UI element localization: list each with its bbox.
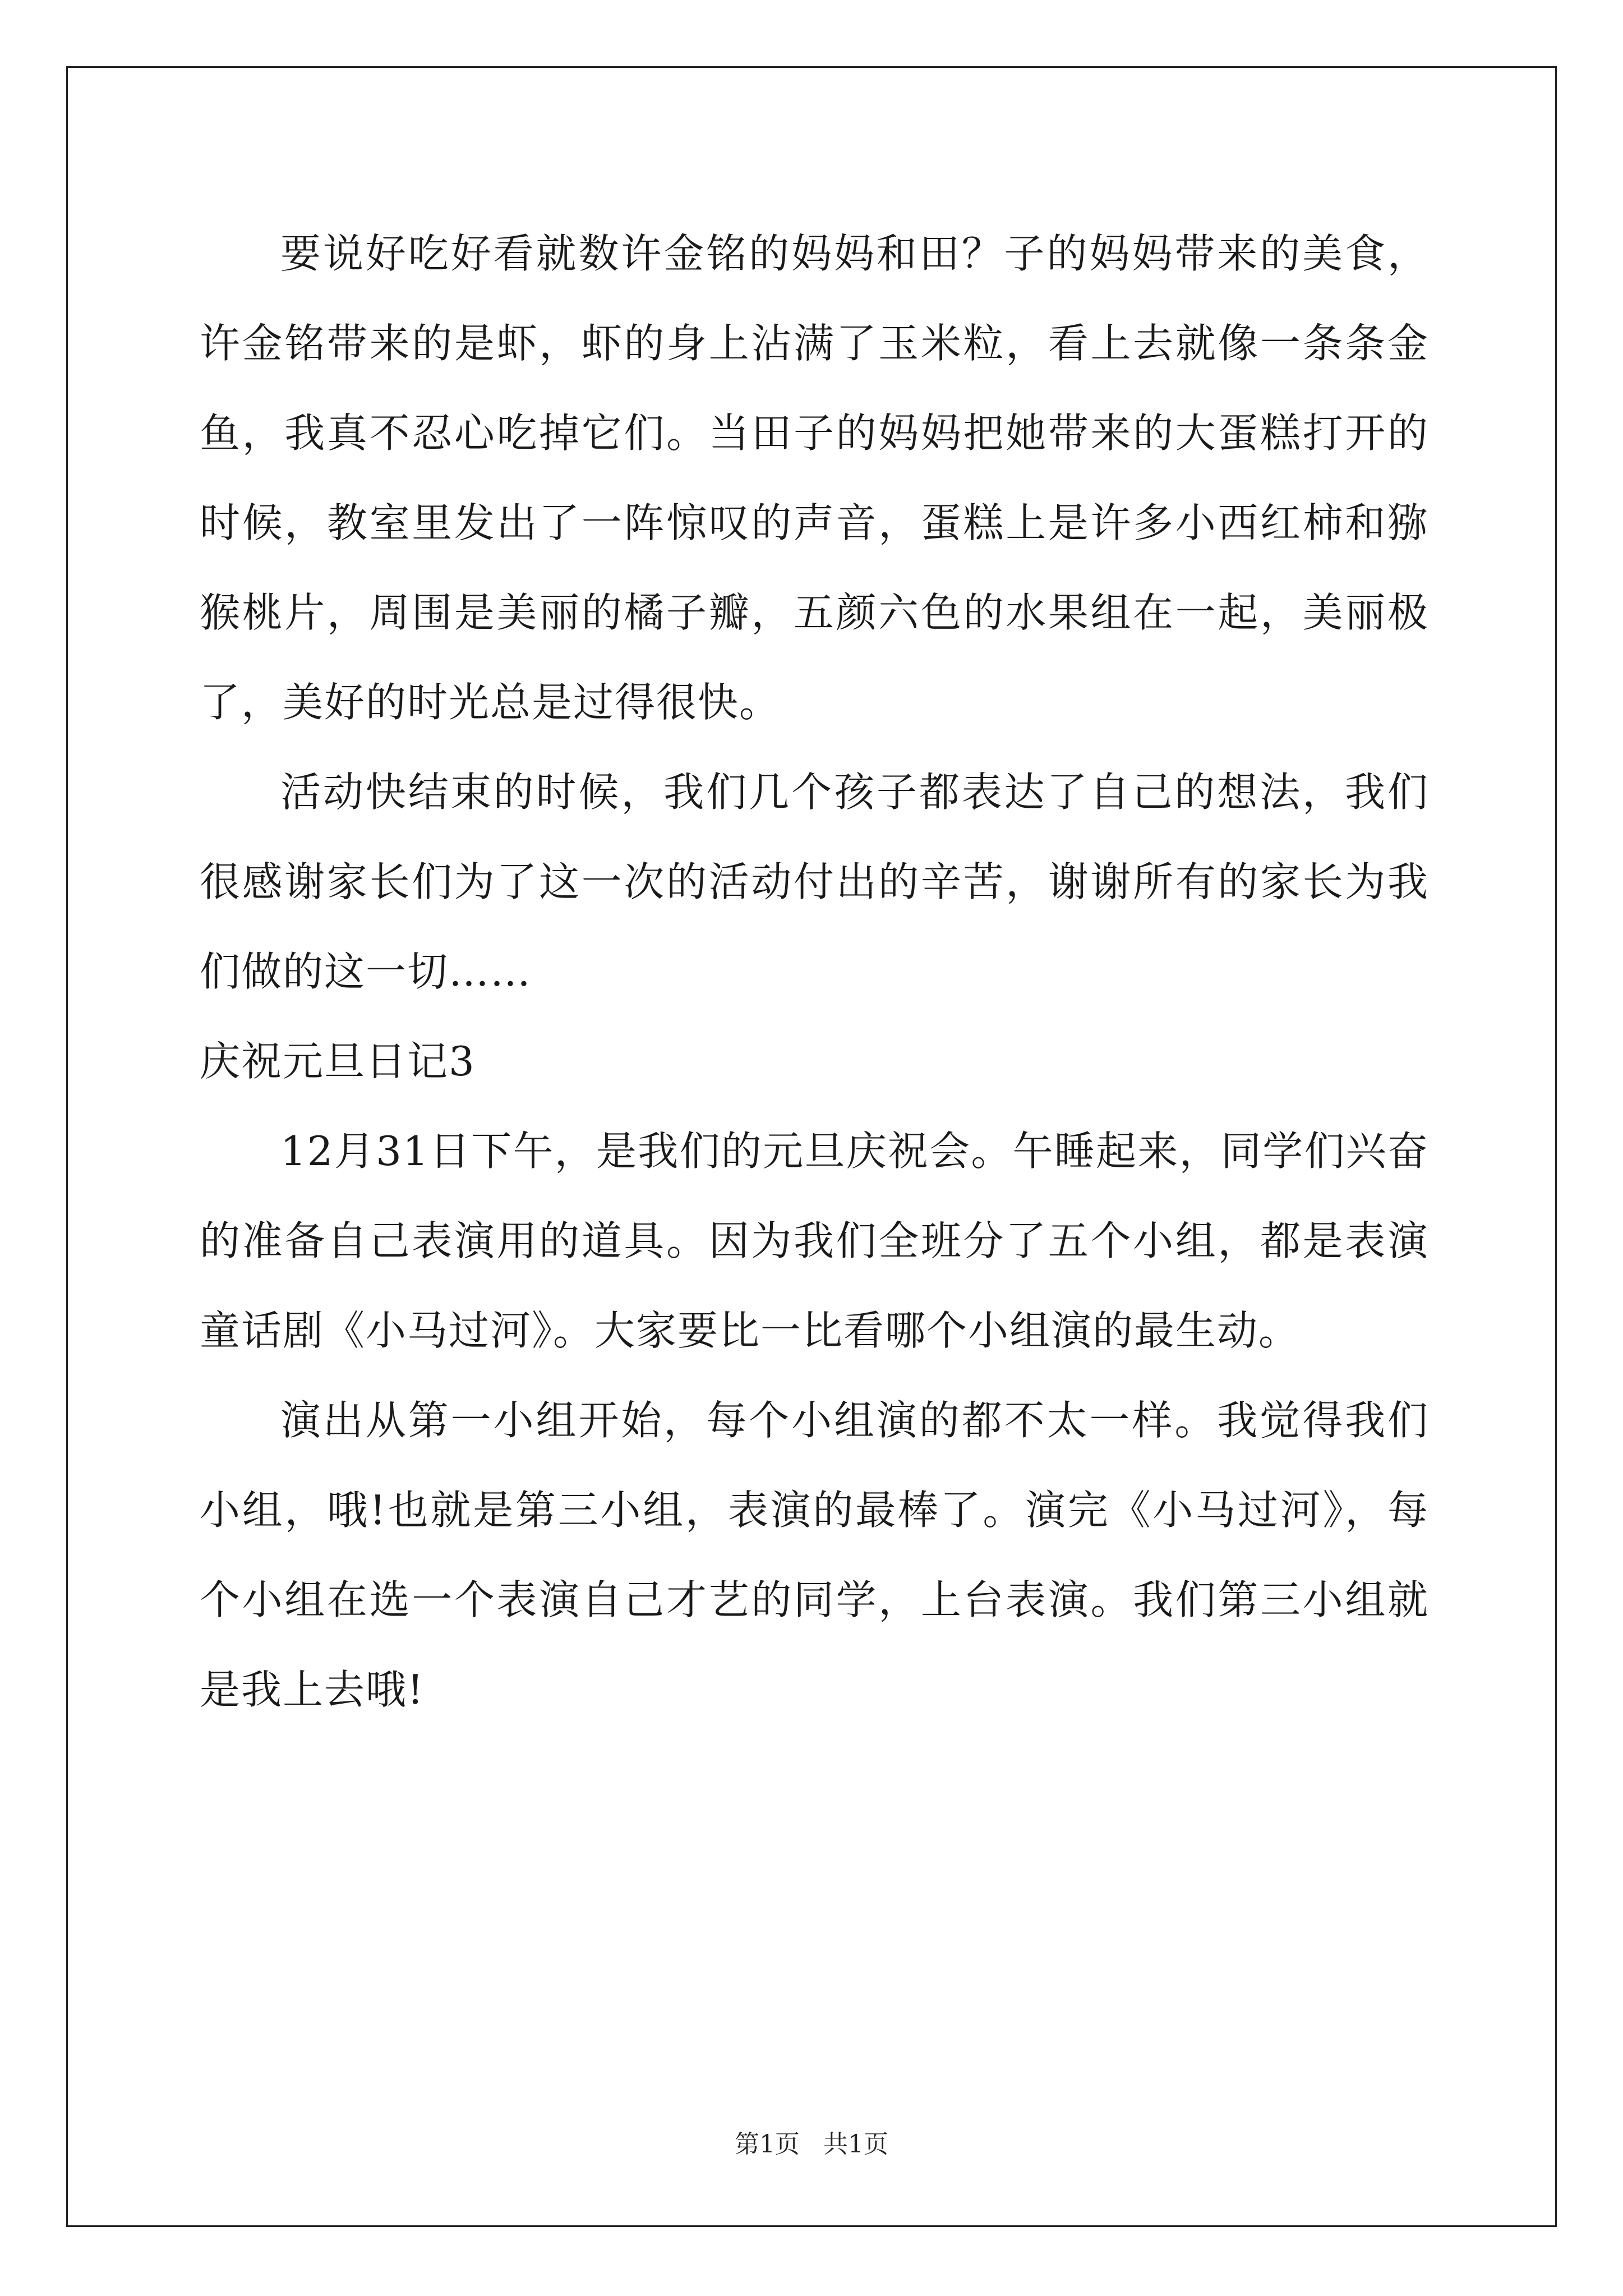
paragraph-performance: 演出从第一小组开始，每个小组演的都不太一样。我觉得我们小组，哦!也就是第三小组，表演的最棒了。演完《小马过河》，每个小组在选一个表演自己才艺的同学，上台表演。我们第三小组就是我上去哦! bbox=[200, 1397, 1429, 1713]
paragraph-food: 要说好吃好看就数许金铭的妈妈和田？子的妈妈带来的美食，许金铭带来的是虾，虾的身上沾满了玉米粒，看上去就像一条条金鱼，我真不忍心吃掉它们。当田子的妈妈把她带来的大蛋糕打开的时候，教室里发出了一阵惊叹的声音，蛋糕上是许多小西红柿和猕猴桃片，周围是美丽的橘子瓣，五颜六色的水果组在一起，美丽极了，美好的时光总是过得很快。 bbox=[200, 230, 1429, 726]
paragraph-celebration: 12月31日下午，是我们的元旦庆祝会。午睡起来，同学们兴奋的准备自己表演用的道具。因为我们全班分了五个小组，都是表演童话剧《小马过河》。大家要比一比看哪个小组演的最生动。 bbox=[200, 1128, 1429, 1354]
page-footer: 第1页 共1页 bbox=[735, 2130, 888, 2159]
paragraph-thanks: 活动快结束的时候，我们几个孩子都表达了自己的想法，我们很感谢家长们为了这一次的活动付出的辛苦，谢谢所有的家长为我们做的这一切…… bbox=[200, 769, 1429, 995]
section-heading: 庆祝元旦日记3 bbox=[200, 1038, 476, 1085]
document-body bbox=[200, 209, 1429, 1734]
